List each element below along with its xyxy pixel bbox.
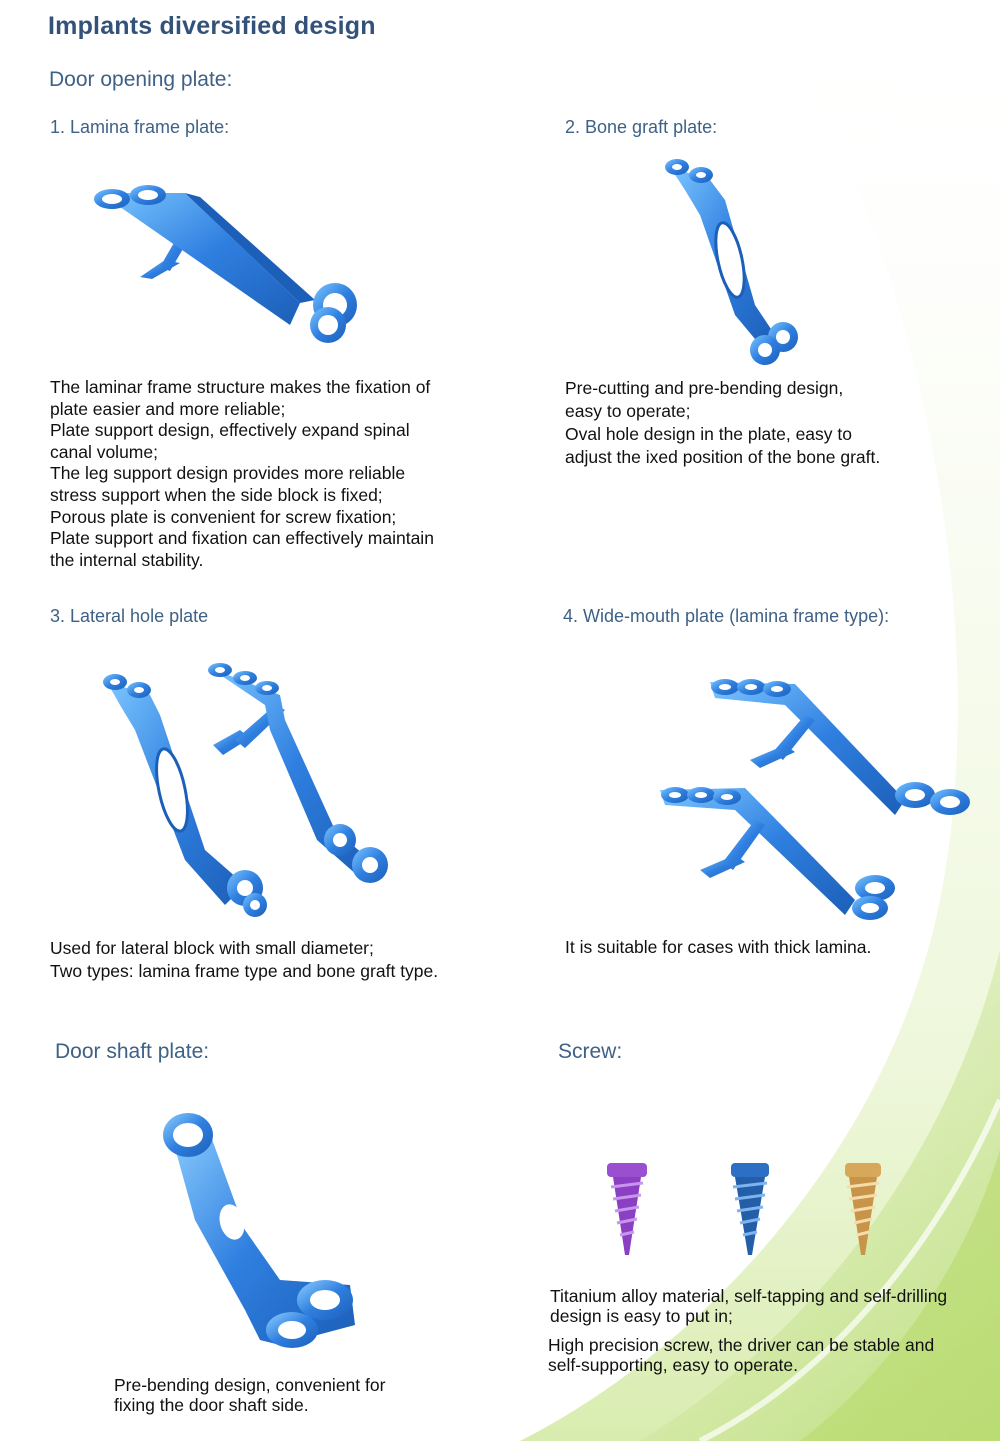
description-line: Porous plate is convenient for screw fixation; (50, 506, 397, 527)
description-line: design is easy to put in; (550, 1305, 733, 1326)
description-line: easy to operate; (565, 401, 691, 421)
wide-mouth-plate-heading: 4. Wide-mouth plate (lamina frame type): (563, 606, 890, 626)
door-shaft-plate-description (114, 1376, 474, 1415)
description-line: The laminar frame structure makes the fixation of (50, 377, 431, 397)
lateral-hole-plate-heading: 3. Lateral hole plate (50, 606, 209, 626)
description-line: canal volume; (50, 441, 158, 462)
description-line: stress support when the side block is fixed; (50, 484, 383, 505)
description-line: High precision screw, the driver can be stable and (548, 1335, 935, 1355)
description-line: self-supporting, easy to operate. (548, 1354, 799, 1375)
description-line: Pre-bending design, convenient for (114, 1375, 386, 1395)
door-shaft-plate-image (150, 1110, 370, 1355)
screws-image (595, 1155, 895, 1265)
description-line: It is suitable for cases with thick lamina. (565, 937, 872, 957)
page-title: Implants diversified design (48, 12, 376, 40)
gold-screw-icon (845, 1163, 881, 1255)
description-line: Two types: lamina frame type and bone graft type. (50, 960, 439, 981)
wide-mouth-plate-description (565, 937, 965, 959)
description-line: The leg support design provides more reliable (50, 463, 406, 484)
section-door-shaft-heading: Door shaft plate: (55, 1040, 210, 1063)
screw-description-2 (548, 1336, 996, 1375)
description-line: Plate support and fixation can effectively maintain (50, 528, 434, 549)
lateral-hole-plate-description (50, 937, 520, 982)
bone-graft-plate-image (655, 155, 815, 365)
description-line: adjust the ixed position of the bone graft. (565, 447, 881, 467)
lateral-hole-plate-image (95, 660, 400, 920)
lamina-frame-plate-image (90, 175, 380, 345)
description-line: fixing the door shaft side. (114, 1394, 309, 1415)
description-line: Oval hole design in the plate, easy to (565, 424, 852, 444)
section-screw-heading: Screw: (558, 1040, 623, 1063)
purple-screw-icon (607, 1163, 647, 1255)
description-line: Used for lateral block with small diameter; (50, 938, 374, 958)
description-line: plate easier and more reliable; (50, 398, 286, 419)
lamina-frame-plate-heading: 1. Lamina frame plate: (50, 117, 230, 137)
description-line: Titanium alloy material, self-tapping and self-drilling (550, 1286, 948, 1306)
section-door-opening-heading: Door opening plate: (49, 68, 233, 91)
lamina-frame-plate-description (50, 377, 520, 571)
description-line: Pre-cutting and pre-bending design, (565, 378, 844, 398)
blue-screw-icon (731, 1163, 769, 1255)
description-line: the internal stability. (50, 549, 204, 570)
description-line: Plate support design, effectively expand spinal (50, 420, 410, 441)
screw-description-1 (550, 1287, 998, 1326)
wide-mouth-plate-image (655, 670, 980, 925)
bone-graft-plate-description (565, 377, 965, 469)
bone-graft-plate-heading: 2. Bone graft plate: (565, 117, 718, 137)
